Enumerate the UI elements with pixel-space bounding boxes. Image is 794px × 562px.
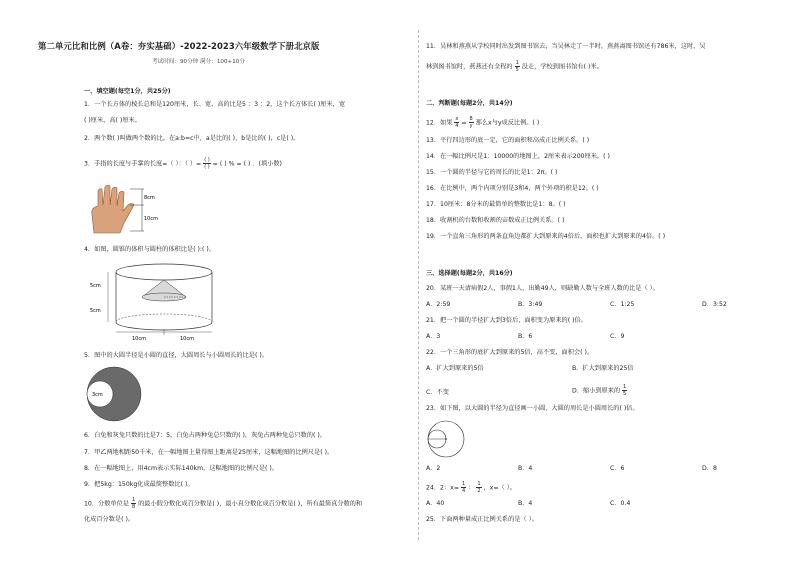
question-12-equals: = bbox=[461, 119, 467, 127]
question-23-option-a: A．2 bbox=[426, 465, 441, 472]
question-24-option-c: C．0.4 bbox=[610, 500, 631, 507]
question-10-line2: 化成百分数是( )。 bbox=[84, 516, 135, 523]
question-24-fraction-2 bbox=[476, 481, 481, 494]
question-7: 7．甲乙两地相距50千米，在一幅地图上量得图上距离是25厘米，这幅地图的比例尺是( )。 bbox=[84, 449, 334, 456]
fraction-denominator: 2 bbox=[477, 488, 481, 494]
question-12 bbox=[426, 116, 539, 129]
question-18: 18．收割机的台数和收割的亩数成正比例关系。( ) bbox=[426, 217, 565, 224]
question-21: 21．把一个圆的半径扩大到3倍后，面积变为原来的( )倍。 bbox=[426, 317, 587, 324]
column-divider bbox=[418, 30, 419, 540]
question-12-part2: 那么x与y成反比例。( ) bbox=[475, 119, 540, 127]
exam-info: 考试时间：90分钟 满分：100+10分 bbox=[152, 59, 245, 65]
section-judge-title: 二、判断题(每题2分，共14分) bbox=[426, 100, 513, 107]
question-17: 17．10厘米：8分米的最简单的整数比是1：8。( ) bbox=[426, 201, 566, 208]
question-11-fraction bbox=[515, 60, 520, 73]
question-22-fraction bbox=[622, 384, 627, 397]
question-10-part2: 的最小假分数化成百分数是( )，最小真分数化成百分数是( )，所有最简真分数的和 bbox=[138, 500, 363, 508]
question-20-option-d: D．3:52 bbox=[702, 301, 727, 308]
small-circle-label: 3cm bbox=[92, 392, 103, 398]
question-10-part1: 10．分数单位是 bbox=[84, 500, 129, 508]
fraction-denominator: 5 bbox=[623, 391, 627, 397]
fraction-numerator: 1 bbox=[623, 384, 627, 390]
question-19: 19．一个直角三角形的两条直角边都扩大到原来的4倍后，面积也扩大到原来的4倍。( ) bbox=[426, 233, 666, 240]
section-choice-title: 三、选择题(每题2分，共16分) bbox=[426, 270, 513, 277]
concentric-circles-figure bbox=[426, 419, 466, 459]
question-22-option-d-label: D．缩小到原来的 bbox=[572, 387, 621, 395]
question-21-option-b: B．6 bbox=[518, 333, 533, 340]
question-25: 25．下面两种量成正比例关系的是（ ）。 bbox=[426, 516, 538, 523]
question-23-option-d: D．8 bbox=[702, 465, 717, 472]
question-5: 5．图中的大圆半径是小圆的直径，大圆周长与小圆周长的比是( )。 bbox=[84, 352, 268, 359]
question-11-part1: 林到图书馆时，燕燕还有全程的 bbox=[426, 63, 513, 71]
question-24-part2: ，x=（ ）。 bbox=[483, 484, 516, 492]
palm-length-label: 10cm bbox=[144, 216, 158, 222]
question-22: 22．一个三角形的底扩大到原来的5倍，高不变，面积会( )。 bbox=[426, 349, 594, 356]
page-title: 第二单元比和比例（A卷：夯实基础）-2022-2023六年级数学下册北京版 bbox=[38, 41, 320, 51]
hand-icon bbox=[92, 185, 134, 233]
question-12-fraction-2 bbox=[469, 116, 474, 129]
question-11-line1: 11．吴林和燕燕从学校同时出发到图书馆去，当吴林走了一半时，燕燕离图书馆还有786米，这时，吴 bbox=[426, 43, 706, 50]
question-12-part1: 12．如果 bbox=[426, 119, 453, 127]
question-16: 16．在比例中，两个内项分别是3和4，两个外项的积是12。( ) bbox=[426, 185, 599, 192]
question-10-line1 bbox=[84, 497, 362, 510]
question-21-option-a: A．3 bbox=[426, 333, 441, 340]
question-20: 20．某班一天请病假2人，事假1人，出勤49人，则缺勤人数与全班人数的比是（ ）。 bbox=[426, 285, 659, 292]
fraction-denominator: 4 bbox=[462, 488, 466, 494]
question-3-part1: 3．手指的长度与手掌的长度=（ ）：（ ）= bbox=[84, 160, 202, 168]
question-20-option-c: C．1:25 bbox=[610, 301, 635, 308]
question-24-part1: 24．2：x= bbox=[426, 484, 460, 492]
question-1-line1: 1．一个长方体的棱长总和是120厘米，长、宽、高的比是5 ：3 ：2，这个长方体长( )厘米，宽 bbox=[84, 101, 346, 108]
question-3-part2: = ( ) % = ( ) ．(填小数) bbox=[212, 160, 282, 168]
question-4: 4．如图，圆锥的体积与圆柱的体积比是( ):( )。 bbox=[84, 246, 215, 253]
fraction-numerator: 1 bbox=[515, 60, 519, 66]
question-23-option-b: B．4 bbox=[518, 465, 533, 472]
question-11-line2 bbox=[426, 60, 603, 73]
question-3-fraction bbox=[203, 157, 211, 170]
question-23-option-c: C．6 bbox=[610, 465, 625, 472]
question-24 bbox=[426, 481, 516, 494]
question-22-option-c: C．不变 bbox=[426, 389, 449, 396]
fraction-denominator: ( ) bbox=[204, 164, 210, 170]
height-label-bottom: 5cm bbox=[90, 308, 101, 314]
question-8: 8．在一幅地图上，用4cm表示实际140km，这幅地图的比例尺是( )。 bbox=[84, 465, 279, 472]
width-label-left: 10cm bbox=[132, 336, 146, 342]
circles-figure bbox=[84, 364, 144, 424]
question-6: 6．白兔和灰兔只数的比是7：5，白兔占两种兔总只数的( )，灰兔占两种兔总只数的( )。 bbox=[84, 432, 326, 439]
question-9: 9．把5kg：150kg化成最简整数比( )。 bbox=[84, 481, 194, 488]
finger-length-label: 8cm bbox=[144, 195, 155, 201]
fraction-numerator: ( ) bbox=[204, 157, 210, 163]
width-label-right: 10cm bbox=[180, 336, 194, 342]
question-23: 23．如下图，以大圆的半径为直径画一小圆，大圆的周长是小圆周长的( )倍。 bbox=[426, 405, 639, 412]
question-13: 13．平行四边形的底一定，它的面积和高成正比例关系。( ) bbox=[426, 137, 590, 144]
question-14: 14．在一幅比例尺是1：10000的地图上，2厘米表示200厘米。( ) bbox=[426, 153, 610, 160]
right-column bbox=[420, 0, 794, 562]
fraction-denominator: y bbox=[469, 123, 473, 129]
question-20-option-a: A．2:59 bbox=[426, 301, 451, 308]
section-fill-title: 一、填空题(每空1分，共25分) bbox=[84, 88, 171, 95]
question-22-option-d bbox=[572, 384, 627, 397]
fraction-numerator: 1 bbox=[462, 481, 466, 487]
fraction-numerator: 1 bbox=[477, 481, 481, 487]
fraction-denominator: 8 bbox=[131, 504, 136, 510]
question-24-option-a: A．40 bbox=[426, 500, 445, 507]
question-2: 2．两个数( )叫做两个数的比。在a:b=c中，a是比的( )，b是比的( )，c是( )。 bbox=[84, 135, 300, 142]
height-label-top: 5cm bbox=[90, 283, 101, 289]
fraction-numerator: 1 bbox=[131, 497, 136, 503]
fraction-numerator: x bbox=[455, 116, 459, 122]
question-21-option-c: C．9 bbox=[610, 333, 625, 340]
question-24-colon: ： bbox=[468, 484, 475, 492]
question-24-fraction-1 bbox=[461, 481, 466, 494]
question-12-fraction-1 bbox=[454, 116, 459, 129]
question-15: 15．一个圆的半径与它的周长的比是1：2π。( ) bbox=[426, 169, 558, 176]
hand-figure bbox=[84, 183, 164, 235]
cylinder-cone-figure bbox=[84, 260, 234, 342]
question-3 bbox=[84, 157, 282, 170]
fraction-denominator: 5 bbox=[515, 67, 519, 73]
question-22-option-a: A．扩大到原来的5倍 bbox=[426, 365, 484, 372]
question-22-option-b: B．扩大到原来的25倍 bbox=[572, 365, 634, 372]
question-11-part2: 没走，学校到图书馆有( )米。 bbox=[521, 63, 603, 71]
question-20-option-b: B．3:49 bbox=[518, 301, 543, 308]
fraction-denominator: 4 bbox=[455, 123, 459, 129]
question-10-fraction bbox=[131, 497, 136, 510]
question-24-option-b: B．4 bbox=[518, 500, 533, 507]
question-1-line2: ( )厘米，高( )厘米。 bbox=[84, 117, 141, 124]
fraction-numerator: 8 bbox=[469, 116, 473, 122]
